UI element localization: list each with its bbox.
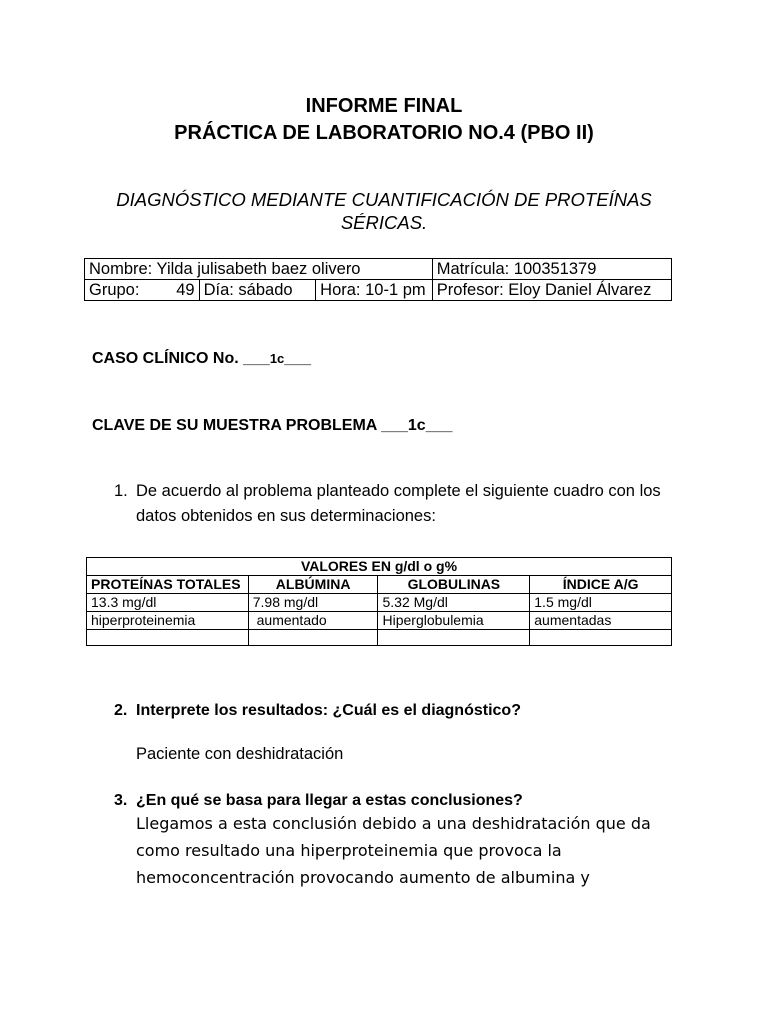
subtitle-line-2: SÉRICAS. [340,212,428,233]
table-cell [530,630,672,646]
question-1-text: De acuerdo al problema planteado complete el siguiente cuadro con los datos obtenidos en sus determinaciones: [136,482,661,525]
header-globulins: GLOBULINAS [378,576,530,594]
day: Día: sábado [199,280,316,301]
table-cell: Hiperglobulemia [378,612,530,630]
group-value: 49 [155,280,199,301]
question-3-text: ¿En qué se basa para llegar a estas conclusiones? [136,792,523,809]
sample-key-line: CLAVE DE SU MUESTRA PROBLEMA ___1c___ [92,417,453,434]
clinical-case-suffix: ___ [284,350,311,367]
table-row [87,612,672,630]
header-albumin: ALBÚMINA [248,576,378,594]
question-2-number: 2. [114,702,128,719]
student-id: Matrícula: 100351379 [432,259,671,280]
clinical-case-prefix: CASO CLÍNICO No. ___ [92,350,270,367]
table-cell: hiperproteinemia [87,612,249,630]
table-row [87,630,672,646]
clinical-case-line [92,349,311,369]
question-1-number: 1. [114,482,128,500]
question-2-text: Interprete los resultados: ¿Cuál es el diagnóstico? [136,702,521,719]
table-cell [87,630,249,646]
table-cell [378,630,530,646]
professor: Profesor: Eloy Daniel Álvarez [432,280,671,301]
report-title: INFORME FINAL [305,95,463,117]
question-3-answer: Llegamos a esta conclusión debido a una deshidratación que da como resultado una hiperproteinemia que provoca la hemoconcentración provocando aumento de albumina y [136,814,651,887]
values-header-row [87,576,672,594]
table-cell [248,630,378,646]
question-1 [114,479,694,529]
table-cell: aumentadas [530,612,672,630]
table-cell: 1.5 mg/dl [530,594,672,612]
info-row-1 [85,259,672,280]
table-cell: 13.3 mg/dl [87,594,249,612]
header-ag-index: ÍNDICE A/G [530,576,672,594]
values-title-row [87,558,672,576]
values-table-title: VALORES EN g/dl o g% [87,558,672,576]
table-cell: 5.32 Mg/dl [378,594,530,612]
hour: Hora: 10-1 pm [316,280,433,301]
practice-title: PRÁCTICA DE LABORATORIO NO.4 (PBO II) [174,122,594,144]
info-row-2 [85,280,672,301]
group-label: Grupo: [85,280,155,301]
table-cell: aumentado [248,612,378,630]
protein-values-table [86,557,672,646]
question-2 [114,698,694,723]
student-name: Nombre: Yilda julisabeth baez olivero [85,259,433,280]
table-cell: 7.98 mg/dl [248,594,378,612]
student-info-table [84,258,672,301]
header-total-proteins: PROTEÍNAS TOTALES [87,576,249,594]
subtitle-line-1: DIAGNÓSTICO MEDIANTE CUANTIFICACIÓN DE PROTEÍNAS [116,189,652,210]
question-3-number: 3. [114,792,128,809]
table-row [87,594,672,612]
clinical-case-value: 1c [269,351,285,366]
question-2-answer: Paciente con deshidratación [136,745,344,763]
